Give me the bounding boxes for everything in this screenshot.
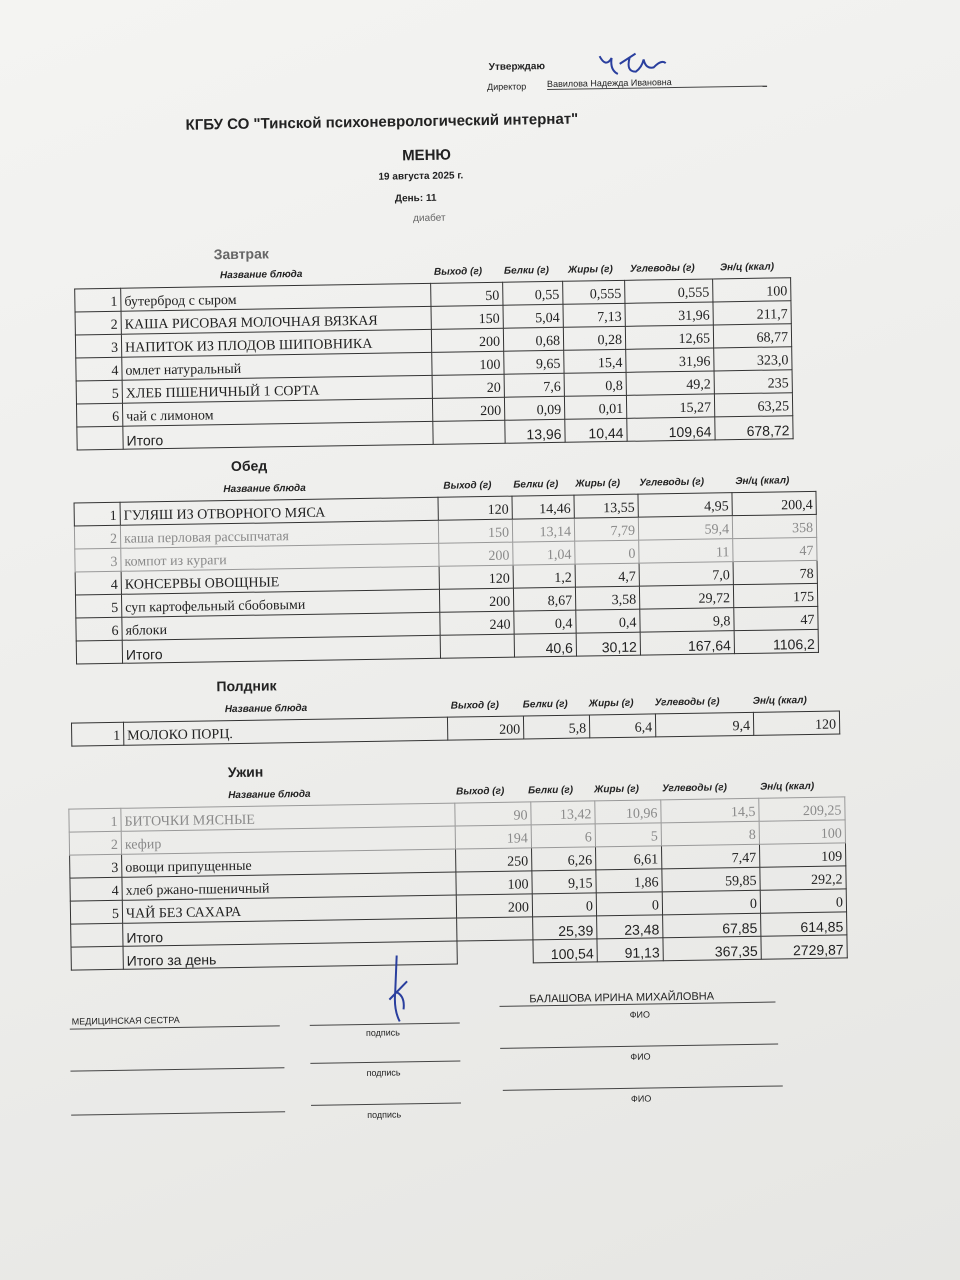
- carbs-value: 0,555: [625, 279, 713, 303]
- output-value: 120: [439, 565, 513, 589]
- output-value: 200: [447, 716, 523, 740]
- col-energy: Эн/ц (ккал): [719, 261, 775, 274]
- day-total-fat: 91,13: [597, 938, 663, 962]
- dish-name: ГУЛЯШ ИЗ ОТВОРНОГО МЯСА: [120, 497, 438, 525]
- energy-value: 78: [733, 560, 817, 584]
- row-number: 5: [75, 594, 121, 618]
- row-number: 2: [74, 525, 120, 549]
- protein-value: 1,2: [513, 564, 575, 588]
- energy-value: 292,2: [760, 866, 846, 890]
- col-output: Выход (г): [443, 479, 492, 492]
- row-number: 4: [70, 877, 122, 901]
- output-value: 150: [431, 305, 503, 329]
- output-value: 194: [455, 825, 531, 849]
- fio-label-3: ФИО: [630, 1093, 652, 1104]
- total-carbs: 67,85: [663, 913, 761, 938]
- signature-label-1: подпись: [365, 1027, 401, 1038]
- total-output-empty: [440, 634, 514, 658]
- energy-value: 235: [714, 370, 792, 394]
- row-number: 4: [76, 357, 122, 381]
- menu-document: [10, 13, 960, 1208]
- col-carbs: Углеводы (г): [654, 696, 720, 709]
- protein-value: 8,67: [513, 587, 575, 611]
- col-carbs: Углеводы (г): [662, 782, 727, 795]
- total-energy: 678,72: [715, 416, 793, 440]
- carbs-value: 31,96: [626, 348, 714, 372]
- col-fat: Жиры (г): [594, 783, 639, 796]
- total-label: Итого: [123, 421, 433, 449]
- protein-value: 14,46: [512, 495, 574, 519]
- total-output-empty: [433, 420, 505, 444]
- diet-type: диабет: [413, 212, 446, 225]
- total-carbs: 167,64: [640, 631, 734, 655]
- total-protein: 25,39: [533, 916, 597, 940]
- protein-value: 6: [531, 824, 595, 848]
- row-number: 6: [76, 403, 122, 427]
- dish-name: НАПИТОК ИЗ ПЛОДОВ ШИПОВНИКА: [121, 329, 431, 357]
- col-output: Выход (г): [433, 266, 483, 278]
- signature-line-2: [310, 1061, 460, 1064]
- signature-line-3: [311, 1103, 461, 1106]
- output-value: 200: [439, 542, 513, 566]
- carbs-value: 0: [662, 890, 760, 915]
- row-number: 4: [75, 571, 121, 595]
- protein-value: 7,6: [504, 373, 564, 397]
- protein-value: 13,14: [512, 518, 574, 542]
- total-fat: 10,44: [565, 418, 627, 442]
- col-output: Выход (г): [456, 785, 505, 798]
- fat-value: 1,86: [596, 869, 662, 893]
- day-total-energy: 2729,87: [761, 935, 847, 959]
- protein-value: 5,8: [523, 715, 589, 739]
- dish-name: омлет натуральный: [122, 352, 432, 380]
- output-value: 100: [456, 871, 532, 895]
- row-number: 6: [76, 617, 122, 641]
- energy-value: 211,7: [713, 301, 791, 325]
- col-energy: Эн/ц (ккал): [735, 475, 790, 488]
- output-value: 120: [438, 496, 512, 520]
- carbs-value: 29,72: [639, 585, 733, 609]
- carbs-value: 31,96: [625, 302, 713, 326]
- fat-value: 6,61: [596, 846, 662, 870]
- director-name: Вавилова Надежда Ивановна: [547, 76, 767, 90]
- dish-name: хлеб ржано-пшеничный: [122, 872, 456, 900]
- fat-value: 7,13: [563, 303, 625, 327]
- dish-name: БИТОЧКИ МЯСНЫЕ: [121, 803, 455, 831]
- total-protein: 40,6: [514, 633, 576, 657]
- energy-value: 68,77: [713, 324, 791, 348]
- col-name: Название блюда: [224, 702, 308, 716]
- output-value: 200: [432, 397, 504, 421]
- dish-name: каша перловая рассыпчатая: [120, 520, 438, 548]
- nurse-signature: [381, 951, 422, 1032]
- col-fat: Жиры (г): [575, 477, 621, 490]
- total-label: Итого: [123, 918, 457, 946]
- lunch-table: [74, 491, 819, 665]
- director-label: Директор: [486, 81, 527, 92]
- signature-label-3: подпись: [367, 1109, 402, 1120]
- total-fat: 23,48: [597, 915, 663, 939]
- protein-value: 9,65: [504, 350, 564, 374]
- row-number: 1: [69, 808, 121, 832]
- total-carbs: 109,64: [627, 417, 715, 441]
- total-label: Итого: [122, 635, 440, 663]
- position-label: МЕДИЦИНСКАЯ СЕСТРА: [71, 1014, 180, 1027]
- protein-value: 9,15: [532, 870, 596, 894]
- day-total-carbs: 367,35: [663, 936, 761, 961]
- day-total-label: Итого за день: [123, 941, 457, 969]
- total-spacer: [77, 426, 123, 450]
- dish-name: кефир: [121, 826, 455, 854]
- fat-value: 15,4: [564, 349, 626, 373]
- protein-value: 6,26: [532, 847, 596, 871]
- output-value: 200: [439, 588, 513, 612]
- day-total-spacer: [71, 946, 123, 970]
- fat-value: 0,8: [564, 372, 626, 396]
- total-energy: 1106,2: [734, 629, 818, 653]
- position-line-2: [70, 1067, 284, 1071]
- fat-value: 10,96: [595, 800, 661, 824]
- fio-label-1: ФИО: [629, 1009, 651, 1020]
- row-number: 2: [75, 311, 121, 335]
- dish-name: суп картофельный сбобовыми: [121, 589, 439, 617]
- output-value: 100: [432, 351, 504, 375]
- row-number: 2: [69, 831, 121, 855]
- output-value: 200: [456, 894, 532, 918]
- energy-value: 120: [753, 711, 839, 735]
- dish-name: КАША РИСОВАЯ МОЛОЧНАЯ ВЯЗКАЯ: [121, 306, 431, 334]
- output-value: 240: [440, 611, 514, 635]
- fat-value: 3,58: [575, 586, 639, 610]
- fat-value: 0: [575, 540, 639, 564]
- row-number: 3: [70, 854, 122, 878]
- protein-value: 0,4: [514, 610, 576, 634]
- menu-day: День: 11: [394, 192, 437, 205]
- total-spacer: [71, 923, 123, 947]
- carbs-value: 7,0: [639, 562, 733, 586]
- col-name: Название блюда: [228, 788, 311, 802]
- breakfast-table: [74, 277, 793, 450]
- position-line-3: [71, 1111, 285, 1115]
- energy-value: 100: [759, 820, 845, 844]
- energy-value: 63,25: [714, 393, 792, 417]
- lunch-title: Обед: [230, 457, 268, 475]
- protein-value: 5,04: [503, 304, 563, 328]
- carbs-value: 59,85: [662, 867, 760, 892]
- output-value: 250: [456, 848, 532, 872]
- dish-name: ХЛЕБ ПШЕНИЧНЫЙ 1 СОРТА: [122, 375, 432, 403]
- row-number: 5: [70, 900, 122, 924]
- row-number: 1: [71, 722, 123, 746]
- fio-label-2: ФИО: [630, 1051, 651, 1062]
- fat-value: 0,555: [563, 280, 625, 304]
- fat-value: 4,7: [575, 563, 639, 587]
- carbs-value: 9,4: [655, 712, 753, 737]
- row-number: 1: [75, 288, 121, 312]
- dish-name: компот из кураги: [121, 543, 439, 571]
- dish-name: ЧАЙ БЕЗ САХАРА: [122, 895, 456, 923]
- dish-name: чай с лимоном: [122, 398, 432, 426]
- fat-value: 13,55: [574, 494, 638, 518]
- energy-value: 109: [759, 843, 845, 867]
- row-number: 1: [74, 502, 120, 526]
- total-fat: 30,12: [576, 632, 640, 656]
- carbs-value: 8: [661, 821, 759, 846]
- director-signature: [595, 49, 675, 80]
- fat-value: 0: [596, 892, 662, 916]
- dish-name: КОНСЕРВЫ ОВОЩНЫЕ: [121, 566, 439, 594]
- total-energy: 614,85: [761, 912, 847, 936]
- output-value: 50: [431, 282, 503, 306]
- col-fat: Жиры (г): [588, 697, 634, 710]
- total-output-empty: [457, 917, 533, 941]
- carbs-value: 59,4: [638, 516, 732, 540]
- carbs-value: 49,2: [626, 371, 714, 395]
- fat-value: 0,01: [564, 395, 626, 419]
- protein-value: 0,09: [504, 396, 564, 420]
- carbs-value: 14,5: [661, 798, 759, 823]
- day-total-protein: 100,54: [533, 939, 597, 963]
- breakfast-title: Завтрак: [213, 245, 269, 263]
- dish-name: бутерброд с сыром: [121, 283, 431, 311]
- approval-label: Утверждаю: [488, 61, 546, 73]
- energy-value: 175: [733, 583, 817, 607]
- energy-value: 200,4: [732, 491, 816, 515]
- protein-value: 0,68: [503, 327, 563, 351]
- output-value: 90: [455, 802, 531, 826]
- total-protein: 13,96: [505, 419, 565, 443]
- col-energy: Эн/ц (ккал): [752, 695, 807, 707]
- fat-value: 6,4: [589, 714, 655, 738]
- organization-name: КГБУ СО "Тинской психоневрологический интернат": [185, 110, 579, 134]
- dish-name: овощи припущенные: [122, 849, 456, 877]
- carbs-value: 11: [639, 539, 733, 563]
- col-protein: Белки (г): [513, 478, 559, 491]
- output-value: 20: [432, 374, 504, 398]
- col-energy: Эн/ц (ккал): [759, 780, 815, 793]
- col-carbs: Углеводы (г): [629, 262, 695, 275]
- col-output: Выход (г): [450, 699, 499, 712]
- protein-value: 0,55: [503, 281, 563, 305]
- carbs-value: 9,8: [640, 608, 734, 632]
- fat-value: 7,79: [574, 517, 638, 541]
- col-protein: Белки (г): [522, 698, 568, 711]
- nurse-name: БАЛАШОВА ИРИНА МИХАЙЛОВНА: [529, 990, 715, 1006]
- protein-value: 0: [532, 893, 596, 917]
- energy-value: 100: [713, 278, 791, 302]
- carbs-value: 15,27: [626, 394, 714, 418]
- energy-value: 358: [732, 514, 816, 538]
- output-value: 200: [431, 328, 503, 352]
- energy-value: 323,0: [714, 347, 792, 371]
- signature-label-2: подпись: [366, 1067, 401, 1078]
- day-total-output-empty: [457, 940, 533, 964]
- menu-title: МЕНЮ: [401, 146, 452, 165]
- carbs-value: 12,65: [625, 325, 713, 349]
- protein-value: 1,04: [513, 541, 575, 565]
- total-spacer: [76, 640, 122, 664]
- dish-name: МОЛОКО ПОРЦ.: [123, 717, 447, 745]
- row-number: 3: [75, 548, 121, 572]
- dinner-table: [68, 796, 847, 970]
- row-number: 5: [76, 380, 122, 404]
- fat-value: 0,28: [563, 326, 625, 350]
- energy-value: 209,25: [759, 797, 845, 821]
- carbs-value: 7,47: [661, 844, 759, 869]
- snack-title: Полдник: [216, 677, 277, 695]
- output-value: 150: [438, 519, 512, 543]
- menu-date: 19 августа 2025 г.: [378, 170, 464, 183]
- col-fat: Жиры (г): [567, 264, 613, 276]
- col-name: Название блюда: [223, 482, 306, 496]
- col-carbs: Углеводы (г): [639, 476, 705, 489]
- fat-value: 0,4: [576, 609, 640, 633]
- fio-line-3: [503, 1085, 783, 1090]
- col-protein: Белки (г): [503, 265, 549, 277]
- carbs-value: 4,95: [638, 493, 732, 517]
- dish-name: яблоки: [122, 612, 440, 640]
- energy-value: 47: [733, 537, 817, 561]
- protein-value: 13,42: [531, 801, 595, 825]
- col-name: Название блюда: [219, 268, 303, 282]
- energy-value: 47: [734, 606, 818, 630]
- fio-line-2: [500, 1044, 778, 1049]
- fat-value: 5: [595, 823, 661, 847]
- col-protein: Белки (г): [528, 784, 574, 797]
- row-number: 3: [75, 334, 121, 358]
- dinner-title: Ужин: [227, 763, 264, 781]
- energy-value: 0: [760, 889, 846, 913]
